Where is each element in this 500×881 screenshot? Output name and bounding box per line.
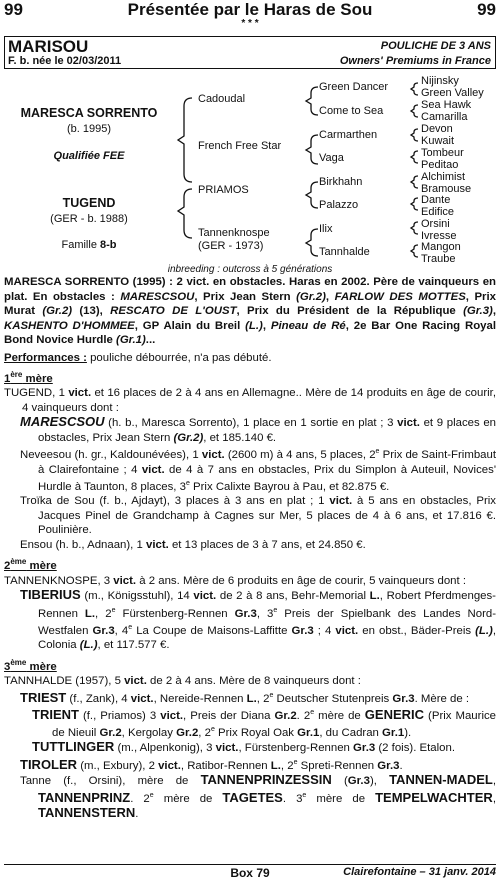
pedigree-g2-1: French Free Star (198, 140, 282, 152)
pedigree-g4-8: Alchimist (421, 171, 466, 183)
pedigree-g3-5: Palazzo (319, 199, 359, 211)
pedigree-g4-10: Dante (421, 194, 451, 206)
pedigree-g3-0: Green Dancer (319, 81, 389, 93)
sire-year: (b. 1995) (66, 123, 112, 135)
third-dam-produce-4: TIROLER (m., Exbury), 2 vict., Ratibor-Rennen L., 2e Spreti-Rennen Gr.3. (20, 756, 403, 772)
pedigree-g4-6: Tombeur (421, 147, 464, 159)
family-number: 8-b (100, 239, 117, 251)
first-dam-intro: TUGEND, 1 vict. et 16 places de 2 à 4 ans en Allemagne.. Mère de 14 produits en âge de courir, 4 vainqueurs dont : (4, 387, 496, 414)
pedigree-g4-7: Peditao (421, 159, 459, 171)
third-dam-produce-2: TRIENT (f., Priamos) 3 vict., Preis der Diana Gr.2. 2e mère de GENERIC (Prix Maurice de Nieuil Gr.2, Kergolay Gr.2, 2e Prix Royal Oak Gr.1, du Cadran Gr.1). (32, 706, 496, 739)
first-dam-produce-4: Ensou (h. b., Adnaan), 1 vict. et 13 places de 3 à 7 ans, et 24.850 €. (20, 538, 366, 551)
dam-family (4, 239, 174, 251)
third-dam-intro: TANNHALDE (1957), 5 vict. de 2 à 4 ans. Mère de 8 vainqueurs dont : (4, 675, 361, 688)
pedigree-g4-11: Edifice (421, 206, 455, 218)
horse-name: MARISOU (8, 37, 89, 56)
pedigree-g4-1: Green Valley (421, 87, 484, 99)
pedigree-table (0, 72, 500, 268)
sire-note: Qualifiée FEE (53, 150, 125, 162)
sale-date: Clairefontaine – 31 janv. 2014 (343, 866, 496, 878)
lot-number-right: 99 (477, 0, 496, 19)
horse-name-box (4, 36, 496, 69)
third-dam-produce-3: TUTTLINGER (m., Alpenkonig), 3 vict., Fürstenberg-Rennen Gr.3 (2 fois). Etalon. (32, 739, 455, 755)
sire-name: MARESCA SORRENTO (20, 106, 158, 120)
header-stars: * * * (241, 18, 259, 29)
pedigree-g2-0: Cadoudal (198, 93, 246, 105)
first-dam-title: 1ère mère (4, 370, 53, 385)
second-dam-intro: TANNENKNOSPE, 3 vict. à 2 ans. Mère de 6 produits en âge de courir, 5 vainqueurs dont : (4, 574, 466, 587)
pedigree-g2-2: PRIAMOS (198, 184, 249, 196)
pedigree-g2-note: (GER - 1973) (198, 240, 264, 252)
page-header (4, 0, 496, 29)
page-title: Présentée par le Haras de Sou (127, 0, 373, 19)
pedigree-g4-3: Camarilla (421, 111, 468, 123)
pedigree-g3-3: Vaga (319, 152, 344, 164)
performances: Performances : pouliche débourrée, n'a pas débuté. (4, 351, 272, 364)
pedigree-g3-4: Birkhahn (319, 176, 363, 188)
pedigree-g4-0: Nijinsky (421, 75, 459, 87)
sire-description: MARESCA SORRENTO (1995) : 2 vict. en obstacles. Haras en 2002. Père de vainqueurs en plat. En obstacles : MARESCSOU, Prix Jean Stern (Gr.2), FARLOW DES MOTTES, Prix Murat (Gr.2) (13), RESCATO DE L'OUST, Prix du Président de la République (Gr.3), KASHENTO D'HOMMEE, GP Alain du Breil (L.), Pineau de Ré, 2e Bar One Racing Royal Bond Novice Hurdle (Gr.1)... (4, 276, 496, 346)
sex-age: POULICHE DE 3 ANS (380, 40, 491, 52)
dam-origin: (GER - b. 1988) (50, 213, 128, 225)
pedigree-g3-7: Tannhalde (319, 246, 370, 258)
pedigree-g4-14: Mangon (421, 241, 461, 253)
pedigree-g4-13: Ivresse (421, 230, 457, 242)
pedigree-g3-1: Come to Sea (319, 105, 384, 117)
pedigree-g4-4: Devon (421, 123, 453, 135)
third-dam-title: 3ème mère (4, 657, 57, 673)
first-dam-produce-2: Neveesou (h. gr., Kaldounévées), 1 vict. (2600 m) à 4 ans, 5 places, 2e Prix de Saint-Frimbaut à Clairefontaine ; 4 vict. de 4 à 7 ans en obstacles, Prix du Simplon à Auteuil, Novices' Hurdle à Taunton, 8 places, 3e Prix Calixte Bayrou à Pau, et 82.875 €. (20, 448, 496, 493)
birth-info: F. b. née le 02/03/2011 (8, 55, 122, 67)
family-label: Famille (61, 239, 97, 251)
box-number: Box 79 (230, 866, 270, 880)
third-dam-produce-5: Tanne (f., Orsini), mère de TANNENPRINZESSIN (Gr.3), TANNEN-MADEL, TANNENPRINZ. 2e mère de TAGETES. 3e mère de TEMPELWACHTER, TANNENSTERN. (20, 772, 496, 821)
page-footer (4, 864, 496, 881)
pedigree-g3-6: Ilix (319, 223, 333, 235)
pedigree-g3-2: Carmarthen (319, 129, 378, 141)
first-dam-produce-3: Troïka de Sou (f. b., Ajdayt), 3 places à 3 ans en plat ; 1 vict. à 5 ans en obstacles, Prix Jacques Pinel de Grandchamp à Cagnes sur Mer, 5 places de 4 à 6 ans, et 17.816 €. Poulinière. (20, 495, 496, 537)
owners-premiums: Owners' Premiums in France (339, 55, 491, 67)
pedigree-g4-12: Orsini (421, 218, 450, 230)
pedigree-g4-9: Bramouse (421, 183, 472, 195)
second-dam-title: 2ème mère (4, 557, 57, 573)
pedigree-g2-3: Tannenknospe (198, 227, 270, 239)
inbreeding-note: inbreeding : outcross à 5 générations (167, 264, 333, 275)
lot-number-left: 99 (4, 0, 23, 19)
pedigree-g4-5: Kuwait (421, 135, 455, 147)
pedigree-g4-15: Traube (421, 253, 456, 265)
catalogue-body (4, 275, 496, 822)
third-dam-produce-1: TRIEST (f., Zank), 4 vict., Nereide-Rennen L., 2e Deutscher Stutenpreis Gr.3. Mère de : (20, 689, 470, 705)
pedigree-g4-2: Sea Hawk (421, 99, 472, 111)
dam-name: TUGEND (62, 196, 116, 210)
second-dam-produce-1: TIBERIUS (m., Königsstuhl), 14 vict. de 2 à 8 ans, Behr-Memorial L., Robert Pferdmenges-Rennen L., 2e Fürstenberg-Rennen Gr.3, 3e Preis der Spielbank des Landes Nord-Westfalen Gr.3, 4e La Coupe de Maisons-Laffitte Gr.3 ; 4 vict. en obst., Bäder-Preis (L.), Colonia (L.), et 117.577 €. (20, 587, 497, 652)
first-dam-produce-1: MARESCSOU (h. b., Maresca Sorrento), 1 place en 1 sortie en plat ; 3 vict. et 9 places en obstacles, Prix Jean Stern (Gr.2), et 185.140 €. (20, 414, 497, 444)
